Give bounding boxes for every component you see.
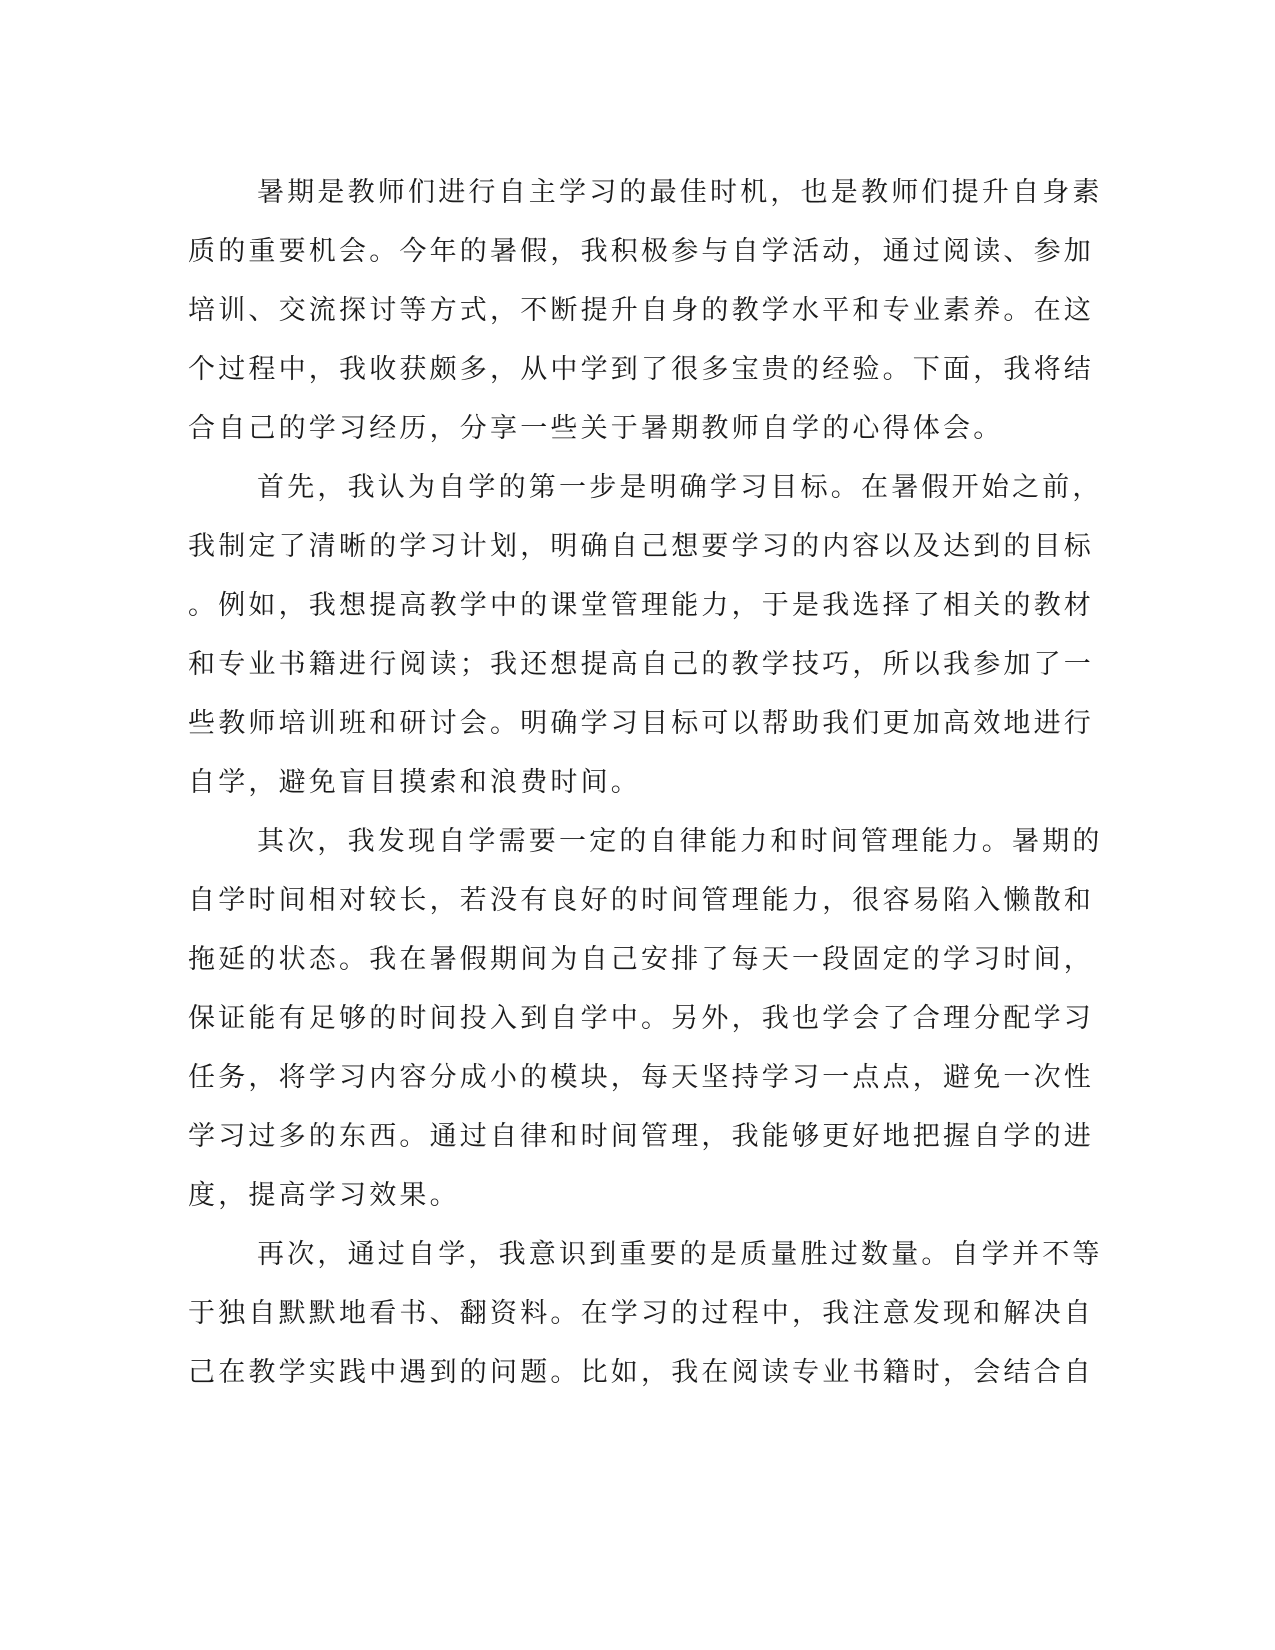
text-line: 合自己的学习经历，分享一些关于暑期教师自学的心得体会。 <box>188 413 1004 444</box>
text-line: 我制定了清晰的学习计划，明确自己想要学习的内容以及达到的目标 <box>188 531 1094 562</box>
text-line: 拖延的状态。我在暑假期间为自己安排了每天一段固定的学习时间， <box>188 944 1094 975</box>
text-line: 己在教学实践中遇到的问题。比如，我在阅读专业书籍时，会结合自 <box>188 1357 1094 1388</box>
text-line: 其次，我发现自学需要一定的自律能力和时间管理能力。暑期的 <box>257 826 1103 857</box>
text-line: 再次，通过自学，我意识到重要的是质量胜过数量。自学并不等 <box>257 1239 1103 1270</box>
paragraph <box>188 812 1103 1225</box>
paragraph <box>188 163 1103 458</box>
paragraph <box>188 1225 1103 1402</box>
text-line: 。例如，我想提高教学中的课堂管理能力，于是我选择了相关的教材 <box>188 590 1094 621</box>
text-line: 培训、交流探讨等方式，不断提升自身的教学水平和专业素养。在这 <box>188 295 1094 326</box>
text-line: 自学，避免盲目摸索和浪费时间。 <box>188 767 641 798</box>
text-line: 些教师培训班和研讨会。明确学习目标可以帮助我们更加高效地进行 <box>188 708 1094 739</box>
text-line: 质的重要机会。今年的暑假，我积极参与自学活动，通过阅读、参加 <box>188 236 1094 267</box>
text-line: 学习过多的东西。通过自律和时间管理，我能够更好地把握自学的进 <box>188 1121 1094 1152</box>
text-line: 个过程中，我收获颇多，从中学到了很多宝贵的经验。下面，我将结 <box>188 354 1094 385</box>
text-line: 首先，我认为自学的第一步是明确学习目标。在暑假开始之前， <box>257 472 1103 503</box>
text-line: 自学时间相对较长，若没有良好的时间管理能力，很容易陷入懒散和 <box>188 885 1094 916</box>
text-line: 和专业书籍进行阅读；我还想提高自己的教学技巧，所以我参加了一 <box>188 649 1094 680</box>
text-line: 任务，将学习内容分成小的模块，每天坚持学习一点点，避免一次性 <box>188 1062 1094 1093</box>
paragraph <box>188 458 1103 812</box>
document-body <box>188 163 1103 1402</box>
text-line: 度，提高学习效果。 <box>188 1180 460 1211</box>
text-line: 于独自默默地看书、翻资料。在学习的过程中，我注意发现和解决自 <box>188 1298 1094 1329</box>
text-line: 保证能有足够的时间投入到自学中。另外，我也学会了合理分配学习 <box>188 1003 1094 1034</box>
text-line: 暑期是教师们进行自主学习的最佳时机，也是教师们提升自身素 <box>257 177 1103 208</box>
